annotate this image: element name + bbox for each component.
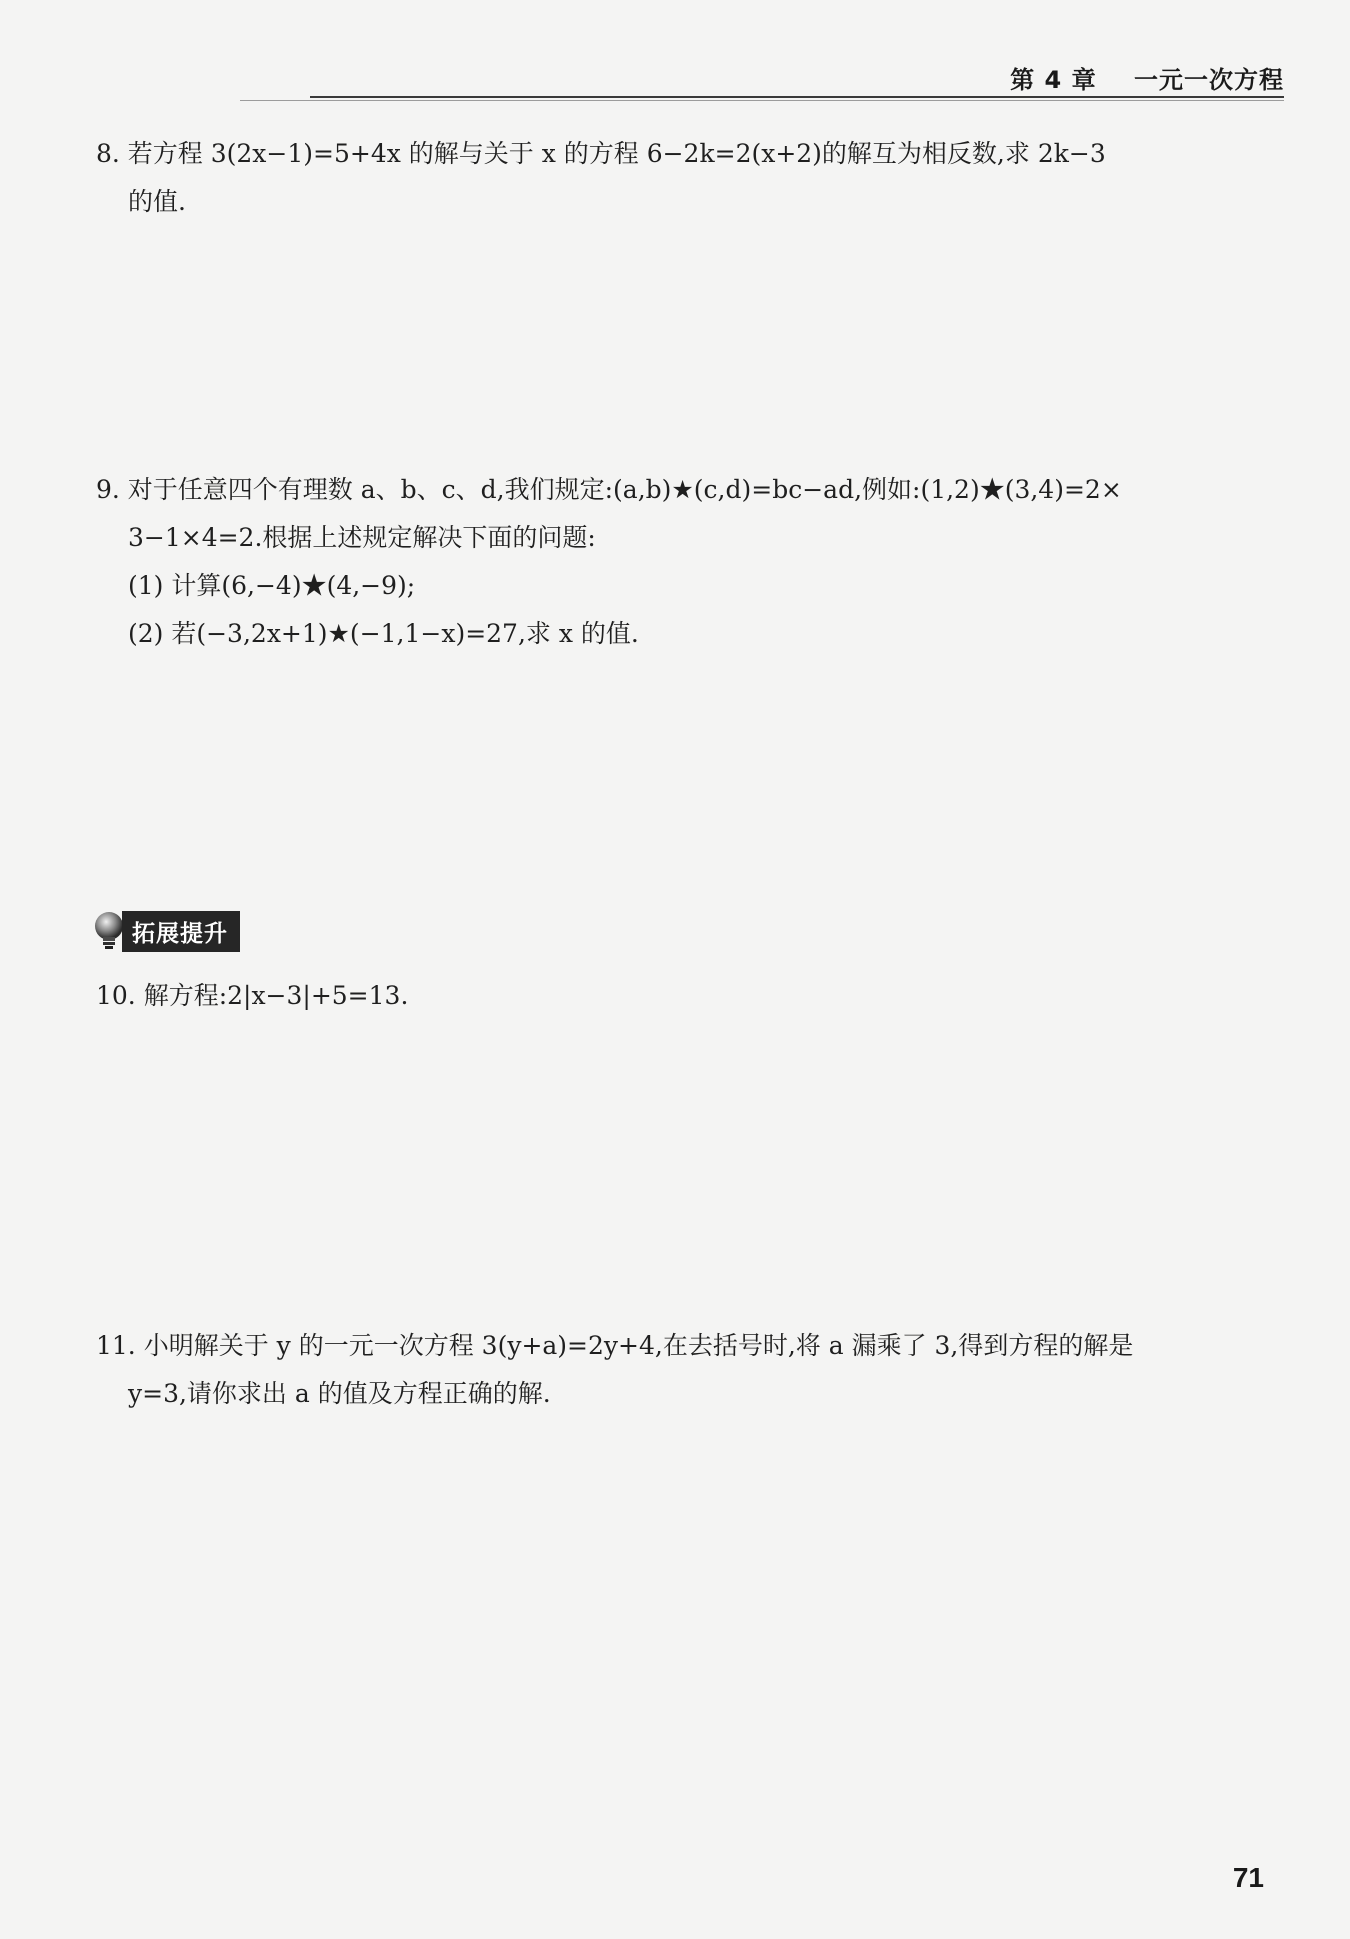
question-9-part-1: (1) 计算(6,−4)★(4,−9); [128,571,416,600]
lightbulb-icon [92,910,126,952]
header-rule [310,96,1284,98]
question-8-line-1: 8. 若方程 3(2x−1)=5+4x 的解与关于 x 的方程 6−2k=2(x+2)的解互为相反数,求 2k−3 [96,139,1106,168]
question-11-line-1: 11. 小明解关于 y 的一元一次方程 3(y+a)=2y+4,在去括号时,将 a 漏乘了 3,得到方程的解是 [96,1331,1134,1360]
question-9-part-2: (2) 若(−3,2x+1)★(−1,1−x)=27,求 x 的值. [128,619,639,648]
chapter-title: 一元一次方程 [1134,66,1284,94]
section-badge [92,910,240,952]
header-rule-thin [240,100,1284,101]
question-9 [96,466,1281,658]
question-11 [96,1322,1281,1418]
chapter-number: 第 4 章 [1010,66,1097,94]
question-11-line-2: y=3,请你求出 a 的值及方程正确的解. [128,1379,551,1408]
running-header [1010,60,1284,95]
section-title: 拓展提升 [122,911,240,952]
question-10 [96,972,1281,1020]
page-number: 71 [1232,1862,1264,1893]
question-10-line-1: 10. 解方程:2|x−3|+5=13. [96,981,409,1010]
question-9-line-2: 3−1×4=2.根据上述规定解决下面的问题: [128,523,596,552]
question-8 [96,130,1281,226]
question-8-line-2: 的值. [128,187,186,216]
question-9-line-1: 9. 对于任意四个有理数 a、b、c、d,我们规定:(a,b)★(c,d)=bc−ad,例如:(1,2)★(3,4)=2× [96,475,1122,504]
